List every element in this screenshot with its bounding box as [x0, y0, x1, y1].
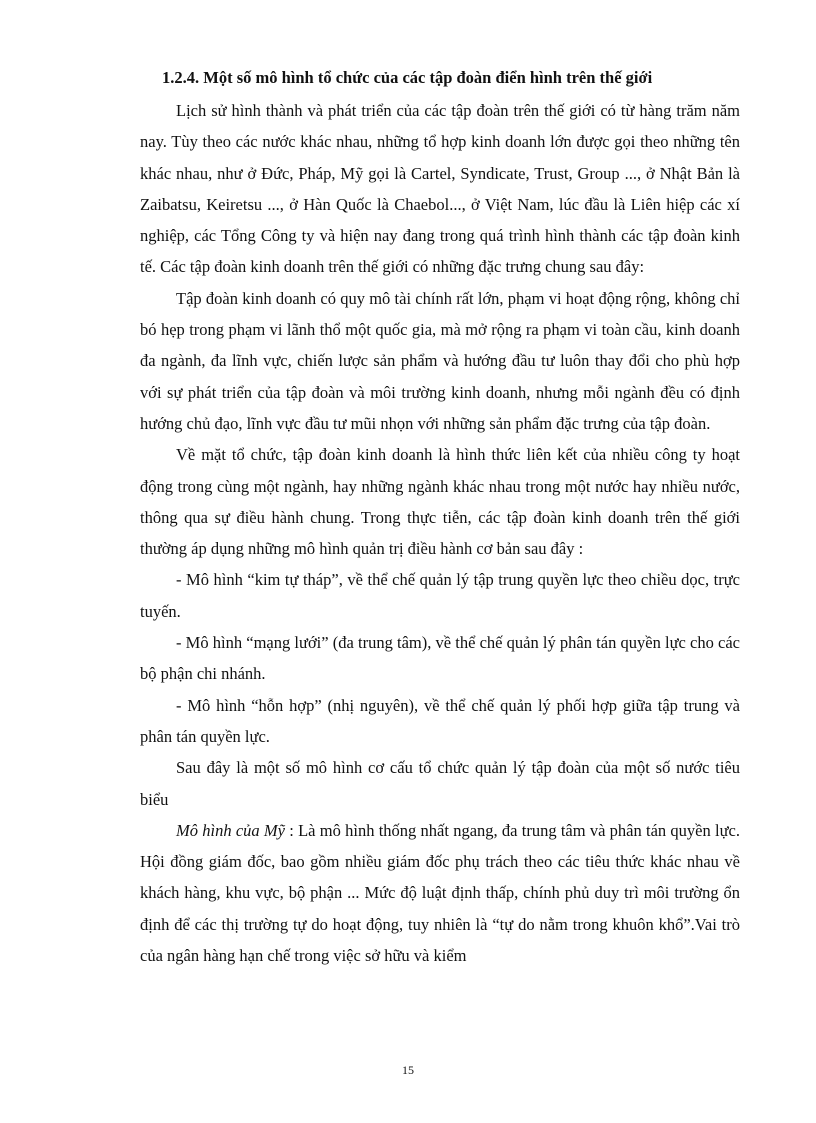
paragraph-2: Tập đoàn kinh doanh có quy mô tài chính rất lớn, phạm vi hoạt động rộng, không chỉ bó hẹp trong phạm vi lãnh thổ một quốc gia, mà mở rộng ra phạm vi toàn cầu, kinh doanh đa ngành, đa lĩnh vực, chiến lược sản phẩm và hướng đầu tư luôn thay đổi cho phù hợp với sự phát triển của tập đoàn và môi trường kinh doanh, nhưng mỗi ngành đều có định hướng chủ đạo, lĩnh vực đầu tư mũi nhọn với những sản phẩm đặc trưng của tập đoàn. [140, 288, 740, 433]
list-item-network: - Mô hình “mạng lưới” (đa trung tâm), về thể chế quản lý phân tán quyền lực cho các bộ phận chi nhánh. [140, 633, 740, 684]
us-model-label: Mô hình của Mỹ [176, 820, 285, 840]
paragraph-1: Lịch sử hình thành và phát triển của các tập đoàn trên thế giới có từ hàng trăm năm nay. Tùy theo các nước khác nhau, những tổ hợp kinh doanh lớn được gọi theo những tên khác nhau, như ở Đức, Pháp, Mỹ gọi là Cartel, Syndicate, Trust, Group ..., ở Nhật Bản là Zaibatsu, Keiretsu ..., ở Hàn Quốc là Chaebol..., ở Việt Nam, lúc đầu là Liên hiệp các xí nghiệp, các Tổng Công ty và hiện nay đang trong quá trình hình thành các tập đoàn kinh tế. Các tập đoàn kinh doanh trên thế giới có những đặc trưng chung sau đây: [140, 101, 740, 277]
paragraph-us-model [140, 815, 740, 971]
document-page [140, 65, 740, 971]
list-item-pyramid: - Mô hình “kim tự tháp”, về thể chế quản lý tập trung quyền lực theo chiều dọc, trực tuyến. [140, 570, 740, 621]
paragraph-intro-models: Sau đây là một số mô hình cơ cấu tổ chức quản lý tập đoàn của một số nước tiêu biểu [140, 758, 740, 809]
list-item-hybrid: - Mô hình “hỗn hợp” (nhị nguyên), về thể chế quản lý phối hợp giữa tập trung và phân tán quyền lực. [140, 695, 740, 746]
page-number: 15 [402, 1063, 414, 1077]
section-heading: 1.2.4. Một số mô hình tổ chức của các tập đoàn điển hình trên thế giới [162, 68, 653, 87]
paragraph-3: Về mặt tổ chức, tập đoàn kinh doanh là hình thức liên kết của nhiều công ty hoạt động trong cùng một ngành, hay những ngành khác nhau trong một nước hay nhiều nước, thông qua sự điều hành chung. Trong thực tiễn, các tập đoàn kinh doanh trên thế giới thường áp dụng những mô hình quản trị điều hành cơ bản sau đây : [140, 445, 740, 559]
us-model-text: : Là mô hình thống nhất ngang, đa trung tâm và phân tán quyền lực. Hội đồng giám đốc, bao gồm nhiều giám đốc phụ trách theo các tiêu thức khác nhau về khách hàng, khu vực, bộ phận ... Mức độ luật định thấp, chính phủ duy trì môi trường ổn định để các thị trường tự do hoạt động, tuy nhiên là “tự do nằm trong khuôn khổ”.Vai trò của ngân hàng hạn chế trong việc sở hữu và kiểm [140, 820, 740, 966]
